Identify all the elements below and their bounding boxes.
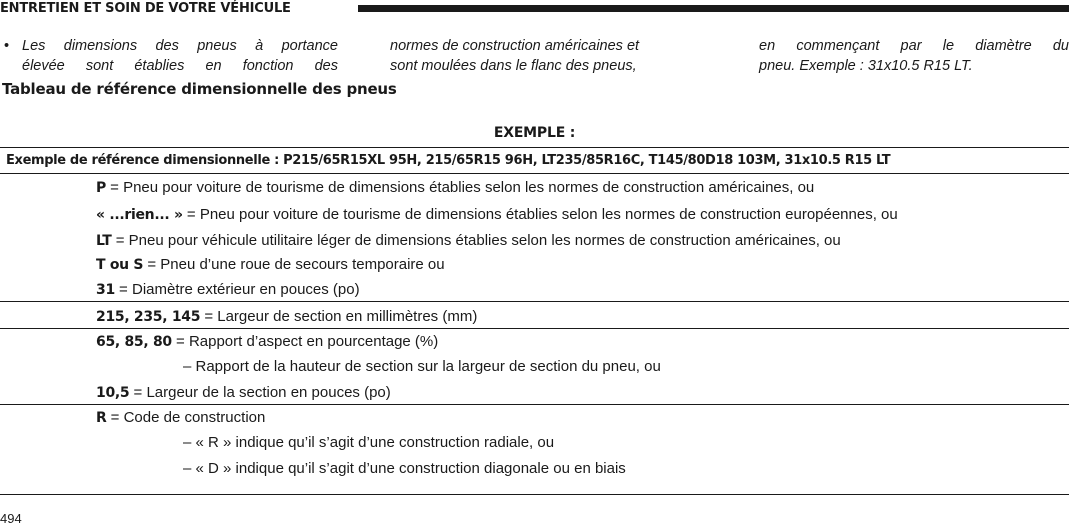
row-term: P	[96, 180, 106, 196]
intro-line: en commençant par le diamètre du	[759, 38, 1069, 54]
row-divider	[0, 173, 1069, 174]
intro-column-1	[4, 36, 338, 76]
bullet-icon: •	[4, 38, 10, 54]
intro-line: sont moulées dans le flanc des pneus,	[390, 58, 637, 74]
row-desc: = Diamètre extérieur en pouces (po)	[114, 281, 360, 298]
example-heading: EXEMPLE :	[493, 125, 576, 141]
table-row	[96, 206, 898, 224]
table-row	[183, 460, 626, 478]
row-desc: = Rapport d’aspect en pourcentage (%)	[171, 333, 439, 350]
table-row	[96, 179, 814, 197]
row-divider	[0, 328, 1069, 329]
table-row	[96, 384, 391, 402]
intro-line: élevée sont établies en fonction des	[22, 58, 338, 74]
table-row	[183, 434, 554, 452]
table-row	[96, 333, 438, 351]
row-term: T ou S	[96, 257, 144, 273]
row-divider	[0, 404, 1069, 405]
table-row	[96, 232, 841, 250]
table-row	[96, 308, 477, 326]
row-divider	[0, 301, 1069, 302]
row-desc: = Pneu d’une roue de secours temporaire ou	[143, 256, 445, 273]
table-top-rule	[0, 147, 1069, 148]
table-row	[96, 256, 445, 274]
row-desc: = Largeur de section en millimètres (mm)	[200, 308, 478, 325]
row-term: 31	[96, 282, 115, 298]
row-desc: – « D » indique qu’il s’agit d’une construction diagonale ou en biais	[183, 460, 626, 477]
intro-line: Les dimensions des pneus à portance	[22, 38, 338, 54]
page-header	[0, 0, 1069, 18]
intro-line: pneu. Exemple : 31x10.5 R15 LT.	[759, 58, 973, 74]
row-desc: – Rapport de la hauteur de section sur la largeur de section du pneu, ou	[183, 358, 661, 375]
intro-line: normes de construction américaines et	[390, 38, 640, 54]
row-desc: = Pneu pour véhicule utilitaire léger de dimensions établies selon les normes de construction américaines, ou	[111, 232, 841, 249]
header-rule	[358, 5, 1069, 12]
table-row	[96, 281, 360, 299]
row-desc: – « R » indique qu’il s’agit d’une construction radiale, ou	[183, 434, 555, 451]
row-term: LT	[96, 233, 112, 249]
table-title: Tableau de référence dimensionnelle des pneus	[2, 80, 397, 98]
intro-column-3	[759, 36, 1069, 76]
table-row	[183, 358, 661, 376]
row-term: 65, 85, 80	[96, 334, 172, 350]
row-desc: = Largeur de la section en pouces (po)	[129, 384, 391, 401]
row-term: R	[96, 410, 107, 426]
intro-column-2	[390, 36, 710, 76]
row-desc: = Pneu pour voiture de tourisme de dimensions établies selon les normes de construction européennes, ou	[182, 206, 898, 223]
row-term: 215, 235, 145	[96, 309, 201, 325]
example-reference: Exemple de référence dimensionnelle : P215/65R15XL 95H, 215/65R15 96H, LT235/85R16C, T145/80D18 103M, 31x10.5 R15 LT	[6, 153, 891, 168]
section-title: ENTRETIEN ET SOIN DE VOTRE VÉHICULE	[0, 1, 291, 16]
row-desc: = Code de construction	[106, 409, 266, 426]
row-desc: = Pneu pour voiture de tourisme de dimensions établies selon les normes de construction américaines, ou	[105, 179, 815, 196]
page-number: 494	[0, 511, 22, 526]
row-term: « ...rien... »	[96, 207, 183, 223]
table-bottom-rule	[0, 494, 1069, 495]
row-term: 10,5	[96, 385, 130, 401]
table-row	[96, 409, 265, 427]
